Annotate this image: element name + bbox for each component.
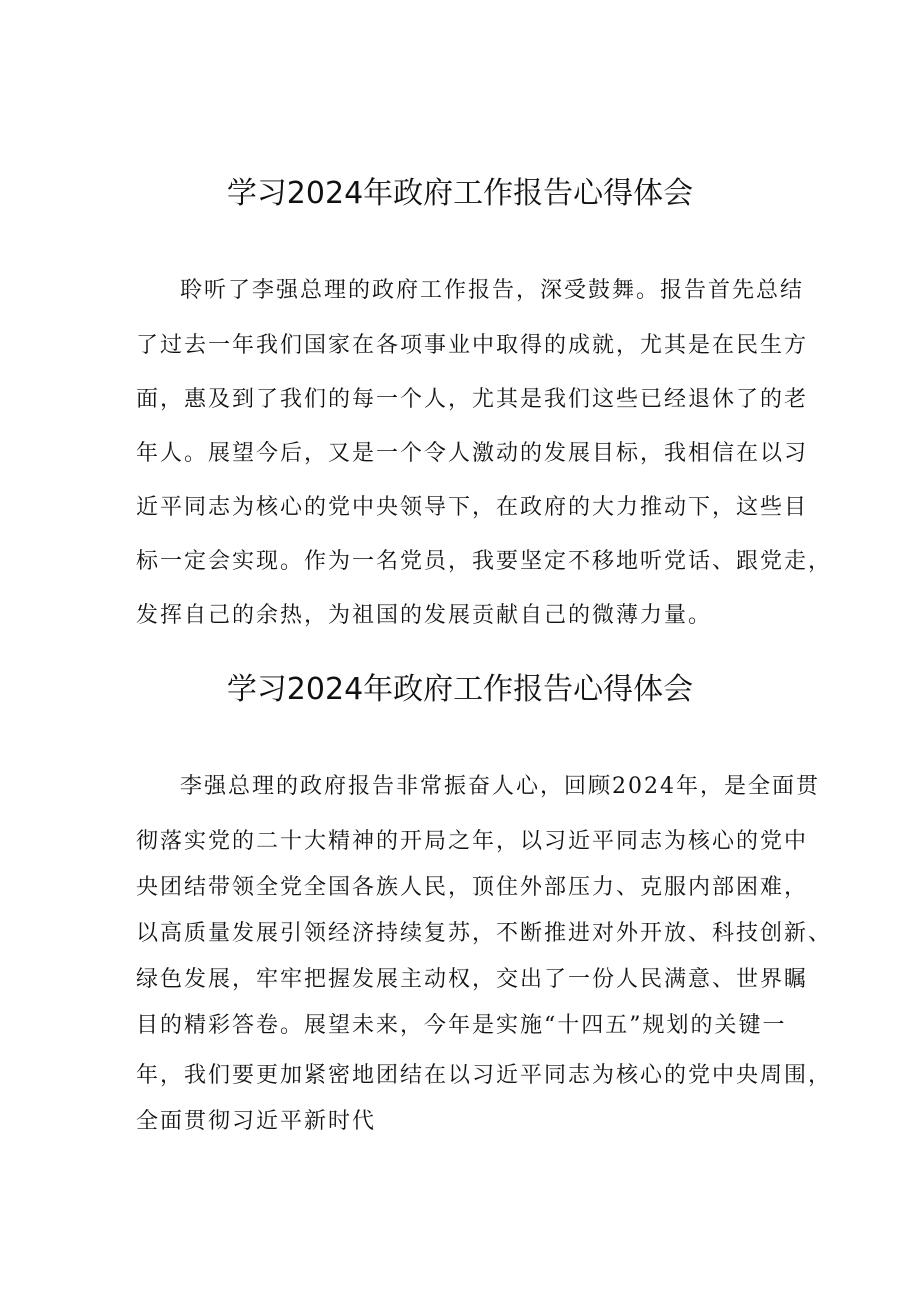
section-2-line-3: 央团结带领全党全国各族人民，顶住外部压力、克服内部困难， [136, 875, 809, 900]
section-1-line-6: 标一定会实现。作为一名党员，我要坚定不移地听党话、跟党走， [136, 549, 833, 574]
section-2-line-1: 李强总理的政府报告非常振奋人心，回顾2024年，是全面贯 [180, 774, 820, 799]
section-2-line-5: 绿色发展，牢牢把握发展主动权，交出了一份人民满意、世界瞩 [136, 967, 809, 992]
section-1-line-2: 了过去一年我们国家在各项事业中取得的成就，尤其是在民生方 [136, 333, 809, 358]
section-1-line-7: 发挥自己的余热，为祖国的发展贡献自己的微薄力量。 [136, 603, 713, 628]
section-2-line-2: 彻落实党的二十大精神的开局之年，以习近平同志为核心的党中 [136, 829, 809, 854]
section-2-line-7: 年，我们要更加紧密地团结在以习近平同志为核心的党中央周围， [136, 1063, 833, 1088]
section-1-line-1: 聆听了李强总理的政府工作报告，深受鼓舞。报告首先总结 [180, 278, 805, 303]
section-1-line-4: 年人。展望今后，又是一个令人激动的发展目标，我相信在以习 [136, 441, 809, 466]
section-2-line-8: 全面贯彻习近平新时代 [136, 1109, 377, 1134]
section-1-line-5: 近平同志为核心的党中央领导下，在政府的大力推动下，这些目 [136, 495, 809, 520]
section-2-title: 学习2024年政府工作报告心得体会 [226, 672, 694, 707]
section-2-line-4: 以高质量发展引领经济持续复苏，不断推进对外开放、科技创新、 [136, 921, 833, 946]
section-1-line-3: 面，惠及到了我们的每一个人，尤其是我们这些已经退休了的老 [136, 387, 809, 412]
section-2-line-6: 目的精彩答卷。展望未来，今年是实施“十四五”规划的关键一 [136, 1013, 787, 1038]
section-1-title: 学习2024年政府工作报告心得体会 [226, 176, 694, 211]
